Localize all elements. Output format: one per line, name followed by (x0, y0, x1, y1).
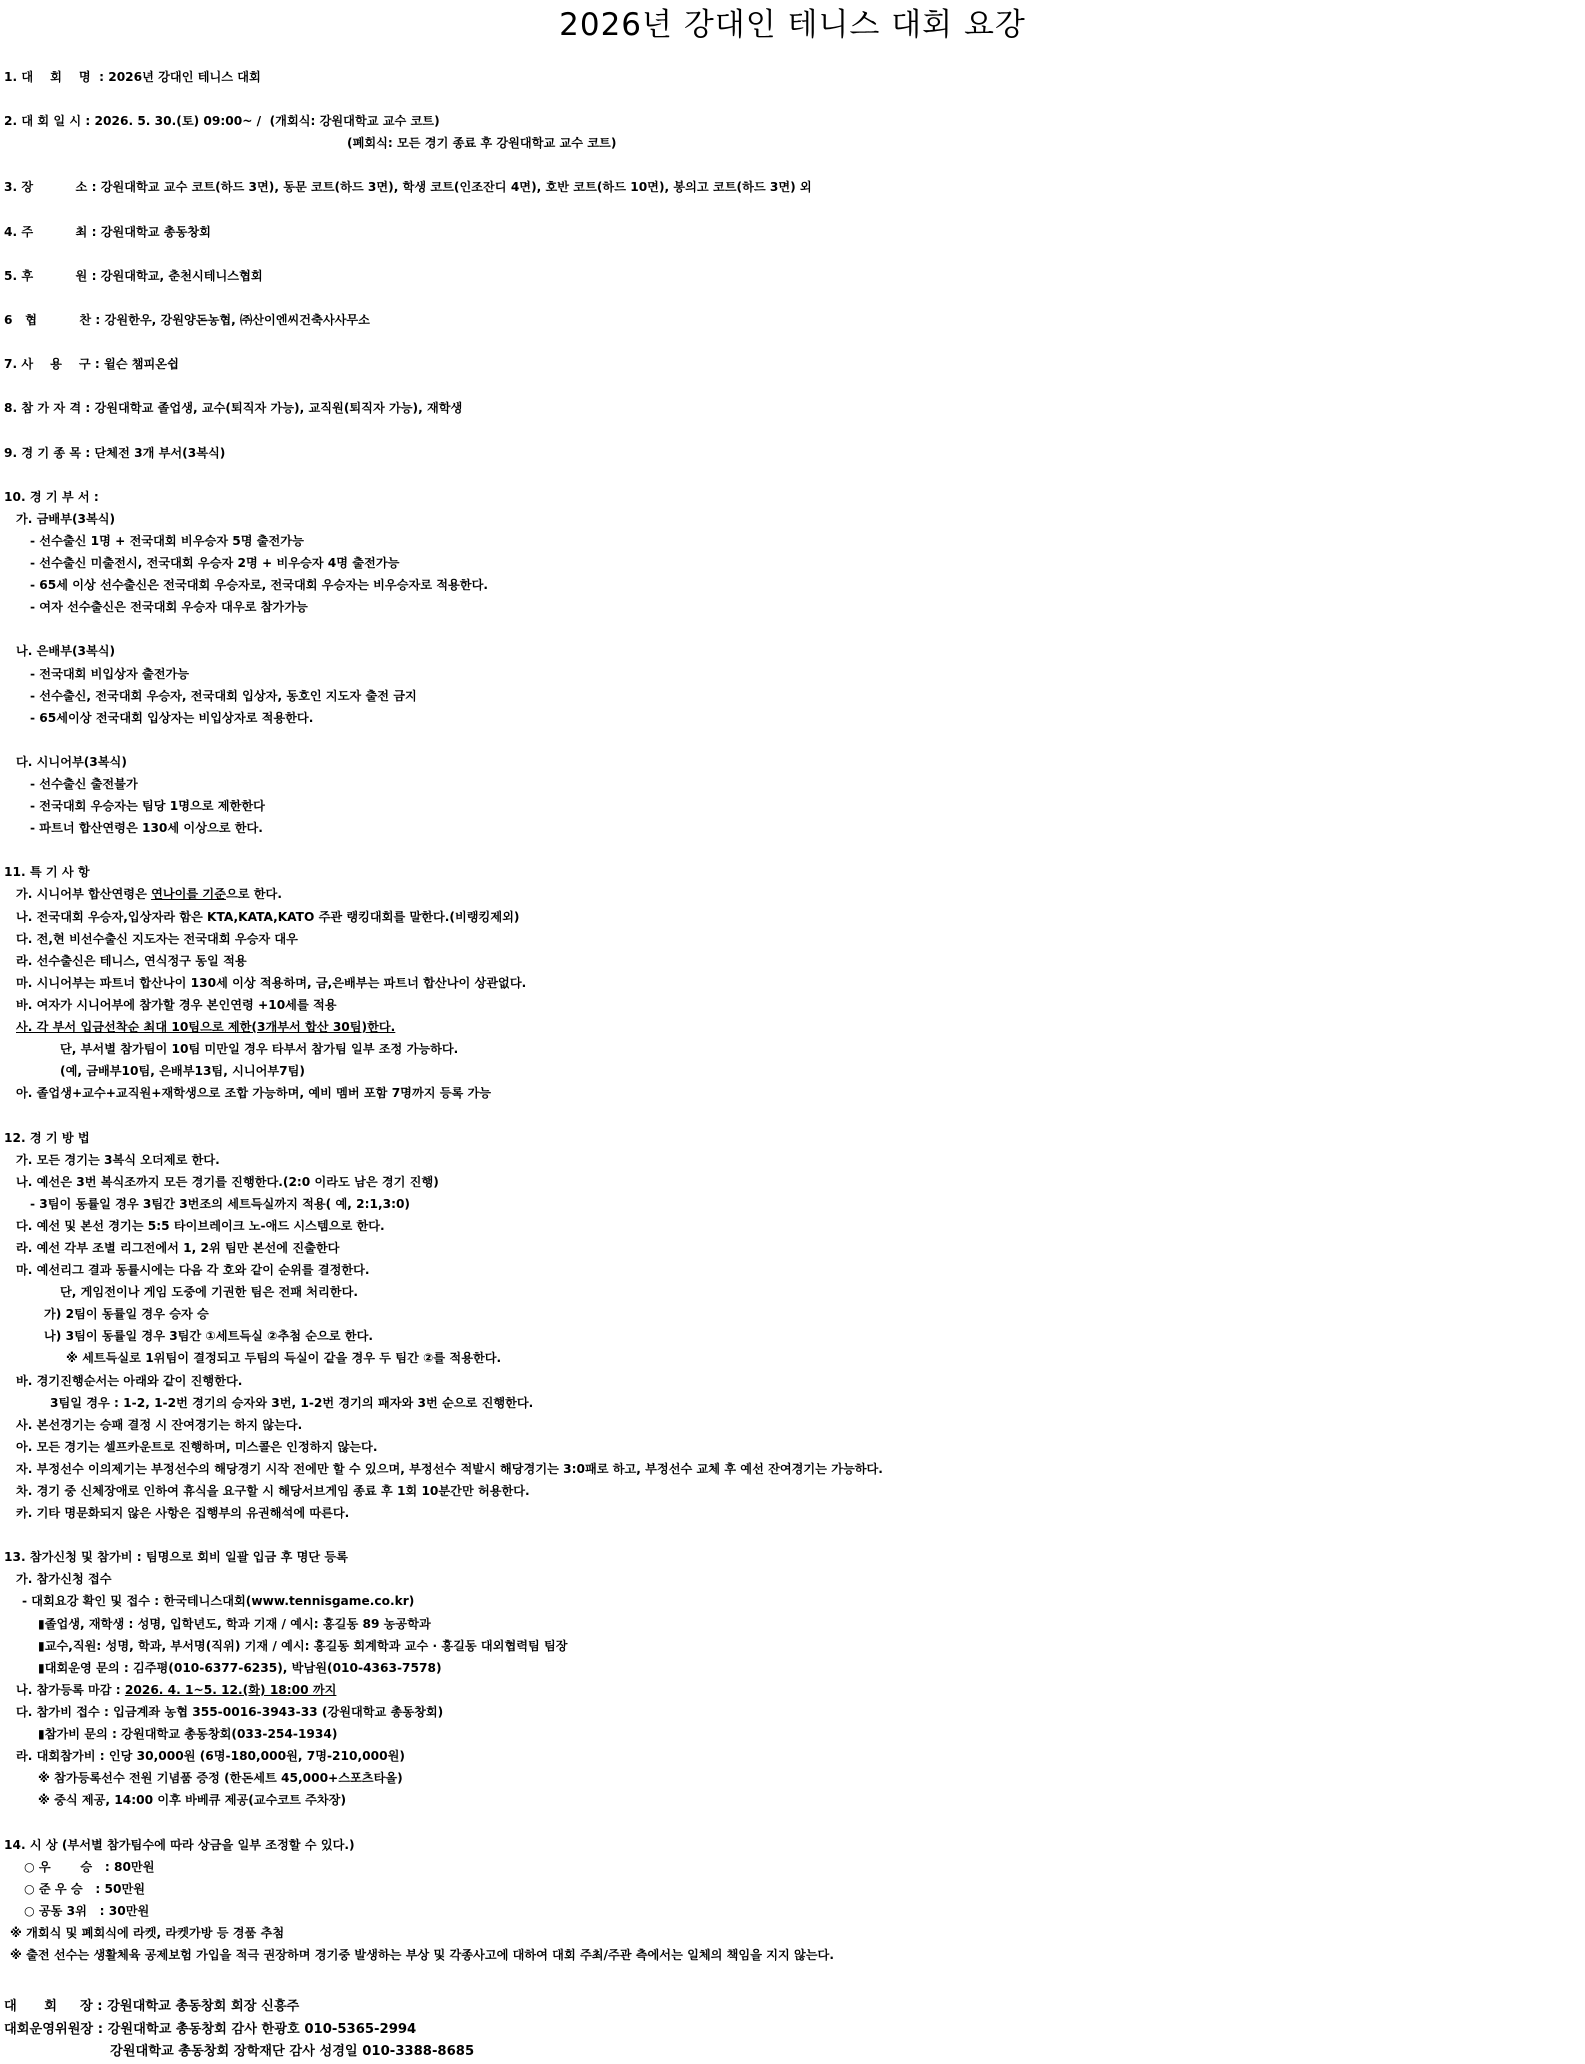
section-2-closing: (폐회식: 모든 경기 종료 후 강원대학교 교수 코트) (347, 136, 617, 151)
section-4-host: 4. 주 최 : 강원대학교 총동창회 (4, 224, 211, 239)
section-14-heading: 14. 시 상 (부서별 참가팀수에 따라 상금을 일부 조정할 수 있다.) (4, 1837, 355, 1852)
match-rule-ra: 라. 예선 각부 조별 리그전에서 1, 2위 팀만 본선에 진출한다 (16, 1240, 340, 1255)
section-12-heading: 12. 경 기 방 법 (4, 1130, 90, 1145)
match-rule-ma-detail: 단, 게임전이나 게임 도중에 기권한 팀은 전패 처리한다. (60, 1285, 358, 1300)
division-silver-rule: - 65세이상 전국대회 입상자는 비입상자로 적용한다. (30, 710, 314, 725)
registration-ga: 가. 참가신청 접수 (16, 1572, 112, 1587)
special-note-sa-detail: 단, 부서별 참가팀이 10팀 미만일 경우 타부서 참가팀 일부 조정 가능하다. (60, 1042, 459, 1057)
division-silver-rule: - 전국대회 비입상자 출전가능 (30, 666, 190, 681)
organizer-footer (4, 1996, 1579, 2064)
document-body (4, 66, 1579, 2064)
special-note-ma: 마. 시니어부는 파트너 합산나이 130세 이상 적용하며, 금,은배부는 파트너 합산나이 상관없다. (16, 975, 527, 990)
section-7-ball: 7. 사 용 구 : 윌슨 챔피온쉽 (4, 357, 179, 372)
registration-meal: ※ 중식 제공, 14:00 이후 바베큐 제공(교수코트 주차장) (38, 1793, 347, 1808)
section-9-event-type: 9. 경 기 종 목 : 단체전 3개 부서(3복식) (4, 445, 226, 460)
footer-president: 대 회 장 : 강원대학교 총동창회 회장 신흥주 (4, 1999, 300, 2015)
registration-site: - 대회요강 확인 및 접수 : 한국테니스대회(www.tennisgame.co.kr) (22, 1594, 415, 1609)
match-rule-da: 다. 예선 및 본선 경기는 5:5 타이브레이크 노-애드 시스템으로 한다. (16, 1218, 385, 1233)
registration-fee: 라. 대회참가비 : 인당 30,000원 (6명-180,000원, 7명-210,000원) (16, 1749, 405, 1764)
match-rule-ma-tie-2: 가) 2팀이 동률일 경우 승자 승 (44, 1307, 209, 1322)
registration-format-student: ▮졸업생, 재학생 : 성명, 입학년도, 학과 기재 / 예시: 홍길동 89 농공학과 (38, 1616, 431, 1631)
division-gold-rule: - 선수출신 1명 + 전국대회 비우승자 5명 출전가능 (30, 533, 304, 548)
section-2-date: 2. 대 회 일 시 : 2026. 5. 30.(토) 09:00~ / (개회식: 강원대학교 교수 코트) (4, 114, 440, 129)
division-gold-heading: 가. 금배부(3복식) (16, 511, 116, 526)
prize-third: ○ 공동 3위 : 30만원 (24, 1903, 150, 1918)
division-senior-rule: - 선수출신 출전불가 (30, 777, 138, 791)
section-11-heading: 11. 특 기 사 항 (4, 865, 90, 880)
special-note-da: 다. 전,현 비선수출신 지도자는 전국대회 우승자 대우 (16, 931, 298, 946)
special-note-sa: 사. 각 부서 입금선착순 최대 10팀으로 제한(3개부서 합산 30팀)한다. (16, 1020, 396, 1035)
registration-contact: ▮대회운영 문의 : 김주평(010-6377-6235), 박남원(010-4363-7578) (38, 1660, 442, 1675)
division-silver-rule: - 선수출신, 전국대회 우승자, 전국대회 입상자, 동호인 지도자 출전 금지 (30, 688, 417, 703)
match-rule-ma-tie-3: 나) 3팀이 동률일 경우 3팀간 ①세트득실 ②추첨 순으로 한다. (44, 1329, 373, 1344)
note-insurance: ※ 출전 선수는 생활체육 공제보험 가입을 적극 권장하며 경기중 발생하는 부상 및 각종사고에 대하여 대회 주최/주관 측에서는 일체의 책임을 지지 않는다. (10, 1947, 834, 1962)
match-rule-sa: 사. 본선경기는 승패 결정 시 잔여경기는 하지 않는다. (16, 1417, 303, 1432)
division-silver-heading: 나. 은배부(3복식) (16, 644, 116, 659)
footer-committee-chair: 대회운영위원장 : 강원대학교 총동창회 감사 한광호 010-5365-2994 (4, 2021, 417, 2037)
registration-deadline: 나. 참가등록 마감 : 2026. 4. 1~5. 12.(화) 18:00 까지 (16, 1682, 337, 1697)
special-note-sa-example: (예, 금배부10팀, 은배부13팀, 시니어부7팀) (60, 1064, 305, 1079)
special-note-na: 나. 전국대회 우승자,입상자라 함은 KTA,KATA,KATO 주관 랭킹대회를 말한다.(비랭킹제외) (16, 909, 520, 924)
section-1-event-name: 1. 대 회 명 : 2026년 강대인 테니스 대회 (4, 70, 261, 84)
special-note-a: 아. 졸업생+교수+교직원+재학생으로 조합 가능하며, 예비 멤버 포함 7명까지 등록 가능 (16, 1086, 492, 1101)
division-gold-rule: - 여자 선수출신은 전국대회 우승자 대우로 참가가능 (30, 600, 308, 615)
prize-winner: ○ 우 승 : 80만원 (24, 1859, 155, 1874)
special-note-ba: 바. 여자가 시니어부에 참가할 경우 본인연령 +10세를 적용 (16, 997, 337, 1012)
division-gold-rule: - 선수출신 미출전시, 전국대회 우승자 2명 + 비우승자 4명 출전가능 (30, 556, 400, 571)
footer-committee-member: 강원대학교 총동창회 장학재단 감사 성경일 010-3388-8685 (110, 2044, 475, 2060)
match-rule-a: 아. 모든 경기는 셀프카운트로 진행하며, 미스콜은 인정하지 않는다. (16, 1439, 378, 1454)
division-senior-rule: - 파트너 합산연령은 130세 이상으로 한다. (30, 821, 263, 836)
section-3-venue: 3. 장 소 : 강원대학교 교수 코트(하드 3면), 동문 코트(하드 3면), 학생 코트(인조잔디 4면), 호반 코트(하드 10면), 봉의고 코트(하드 3면) 외 (4, 180, 812, 195)
section-10-heading: 10. 경 기 부 서 : (4, 489, 99, 504)
special-note-ga: 가. 시니어부 합산연령은 연나이를 기준으로 한다. (16, 887, 282, 902)
special-note-ra: 라. 선수출신은 테니스, 연식정구 동일 적용 (16, 953, 247, 968)
match-rule-ba: 바. 경기진행순서는 아래와 같이 진행한다. (16, 1373, 243, 1388)
match-rule-ka: 카. 기타 명문화되지 않은 사항은 집행부의 유권해석에 따른다. (16, 1506, 350, 1521)
match-rule-ga: 가. 모든 경기는 3복식 오더제로 한다. (16, 1152, 220, 1167)
section-8-eligibility: 8. 참 가 자 격 : 강원대학교 졸업생, 교수(퇴직자 가능), 교직원(퇴직자 가능), 재학생 (4, 401, 463, 416)
document-title: 2026년 강대인 테니스 대회 요강 (559, 7, 1026, 43)
division-gold-rule: - 65세 이상 선수출신은 전국대회 우승자로, 전국대회 우승자는 비우승자로 적용한다. (30, 578, 488, 593)
section-6-sponsor: 6 협 찬 : 강원한우, 강원양돈농협, ㈜산이엔씨건축사사무소 (4, 313, 370, 328)
match-rule-ma-note: ※ 세트득실로 1위팀이 결정되고 두팀의 득실이 같을 경우 두 팀간 ②를 적용한다. (66, 1351, 502, 1366)
registration-gift: ※ 참가등록선수 전원 기념품 증정 (한돈세트 45,000+스포츠타올) (38, 1771, 403, 1786)
section-5-support: 5. 후 원 : 강원대학교, 춘천시테니스협회 (4, 268, 263, 283)
registration-fee-contact: ▮참가비 문의 : 강원대학교 총동창회(033-254-1934) (38, 1727, 338, 1742)
match-rule-na-detail: - 3팀이 동률일 경우 3팀간 3번조의 세트득실까지 적용( 예, 2:1,3:0) (30, 1196, 410, 1211)
match-rule-ma: 마. 예선리그 결과 동률시에는 다음 각 호와 같이 순위를 결정한다. (16, 1263, 370, 1278)
section-13-heading: 13. 참가신청 및 참가비 : 팀명으로 회비 일괄 입금 후 명단 등록 (4, 1550, 348, 1565)
registration-format-staff: ▮교수,직원: 성명, 학과, 부서명(직위) 기재 / 예시: 홍길동 회계학과 교수 · 홍길동 대외협력팀 팀장 (38, 1638, 568, 1653)
match-rule-cha: 차. 경기 중 신체장애로 인하여 휴식을 요구할 시 해당서브게임 종료 후 1회 10분간만 허용한다. (16, 1484, 530, 1498)
division-senior-heading: 다. 시니어부(3복식) (16, 754, 127, 769)
match-rule-na: 나. 예선은 3번 복식조까지 모든 경기를 진행한다.(2:0 이라도 남은 경기 진행) (16, 1174, 439, 1189)
division-senior-rule: - 전국대회 우승자는 팀당 1명으로 제한한다 (30, 799, 265, 814)
registration-fee-account: 다. 참가비 접수 : 입금계좌 농협 355-0016-3943-33 (강원대학교 총동창회) (16, 1704, 444, 1719)
match-rule-ba-detail: 3팀일 경우 : 1-2, 1-2번 경기의 승자와 3번, 1-2번 경기의 패자와 3번 순으로 진행한다. (50, 1395, 534, 1410)
match-rule-ja: 자. 부정선수 이의제기는 부정선수의 해당경기 시작 전에만 할 수 있으며, 부정선수 적발시 해당경기는 3:0패로 하고, 부정선수 교체 후 예선 잔여경기는 가능하다. (16, 1461, 883, 1476)
note-lottery: ※ 개회식 및 폐회식에 라켓, 라켓가방 등 경품 추첨 (10, 1925, 285, 1940)
prize-runner-up: ○ 준 우 승 : 50만원 (24, 1881, 146, 1896)
